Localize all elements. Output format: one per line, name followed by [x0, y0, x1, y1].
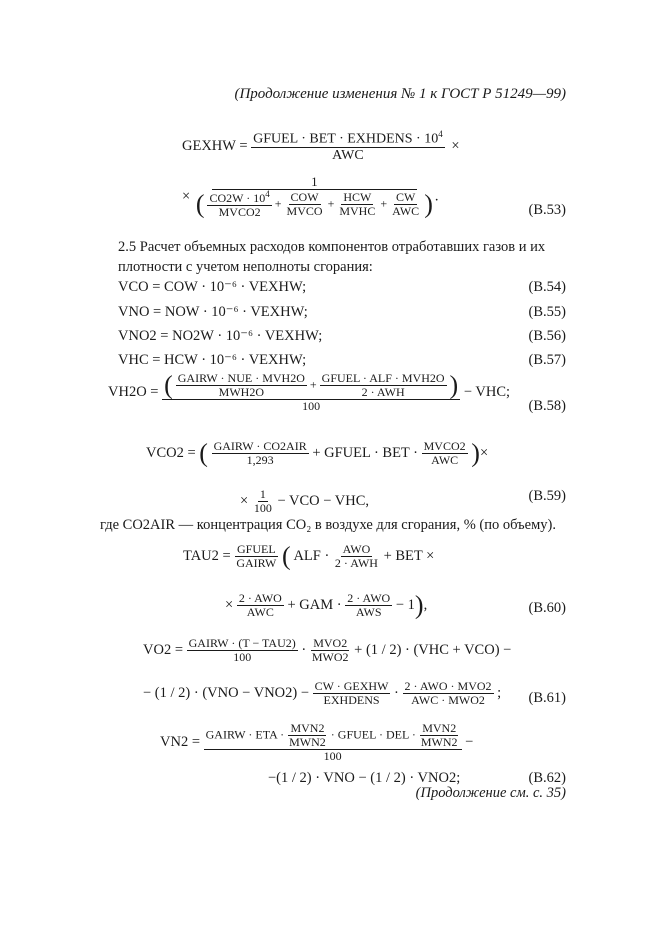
formula-b59-line2: × $\frac{1}{100}$ − VCO − VHC,	[240, 487, 369, 516]
where-note: где CO2AIR — концентрация CO₂ в воздухе для сгорания, % (по объему).	[100, 517, 556, 533]
formula-b58: VH2O = ( $\frac{\text{GAIRW · NUE · MVH2O}}{\text{MWH2O}}$ + $\frac{\text{GFUEL · ALF · MVH2O}}{\text{2 · AWH}}$ ) 100 − VHC;	[108, 370, 511, 414]
eq-b58: (B.58)	[528, 398, 566, 414]
formula-vco: VCO = COW · 10⁻⁶ · VEXHW;	[118, 279, 307, 295]
formula-b62-line2: −(1 / 2) · VNO − (1 / 2) · VNO2;	[268, 770, 461, 786]
formula-b61-line1: VO2 = $\frac{\text{GAIRW · (T − TAU2)}}{100}$ · $\frac{\text{MVO2}}{\text{MWO2}}$ + (1 / 2) · (VHC + VCO) −	[143, 636, 512, 665]
formula-b53-line1: GEXHW = $\frac{GFUEL \cdot BET \cdot EXHDENS \cdot 10^4}{\text{AWC}}$ ×	[182, 129, 460, 164]
formula-vno2: VNO2 = NO2W · 10⁻⁶ · VEXHW;	[118, 328, 323, 344]
formula-b59-line1: VCO2 = ( $\frac{\text{GAIRW · CO2AIR}}{1,293}$ + GFUEL · BET · $\frac{\text{MVCO2}}{\text{AWC}}$ )×	[146, 438, 489, 468]
page-footer: (Продолжение см. с. 35)	[415, 785, 566, 801]
formula-vhc: VHC = HCW · 10⁻⁶ · VEXHW;	[118, 352, 307, 368]
section-2-5: 2.5 Расчет объемных расходов компонентов отработавших газов и их плотности с учетом неполноты сгорания:	[118, 239, 546, 275]
eq-b54: (B.54)	[528, 279, 566, 295]
eq-b59: (B.59)	[528, 488, 566, 504]
eq-b61: (B.61)	[528, 690, 566, 706]
eq-b60: (B.60)	[528, 600, 566, 616]
eq-b53: (B.53)	[528, 202, 566, 218]
eq-b57: (B.57)	[528, 352, 566, 368]
page-header: (Продолжение изменения № 1 к ГОСТ Р 51249—99)	[234, 86, 566, 102]
eq-b62: (B.62)	[528, 770, 566, 786]
formula-b60-line2: × $\frac{\text{2 · AWO}}{\text{AWC}}$ + GAM · $\frac{\text{2 · AWO}}{\text{AWS}}$ − 1),	[225, 590, 428, 620]
formula-b60-line1: TAU2 = $\frac{\text{GFUEL}}{\text{GAIRW}}$ ( ALF · $\frac{\text{AWO}}{\text{2 · AWH}}$ + BET ×	[183, 541, 435, 571]
formula-vno: VNO = NOW · 10⁻⁶ · VEXHW;	[118, 304, 308, 320]
formula-b53-line2: × 1 ( $\frac{CO2W \cdot 10^4}{\text{MVCO2}}$ + $\frac{\text{COW}}{\text{MVCO}}$ + $\frac{\text{HCW}}{\text{MVHC}}$ + $\frac{CW}{\text{AWC}}$ ) .	[182, 174, 439, 220]
formula-b62-line1: VN2 = GAIRW · ETA · $\frac{\text{MVN2}}{\text{MWN2}}$ · GFUEL · DEL · $\frac{\text{MVN2}}{\text{MWN2}}$ 100 −	[160, 721, 474, 764]
eq-b55: (B.55)	[528, 304, 566, 320]
formula-b61-line2: − (1 / 2) · (VNO − VNO2) − $\frac{\text{CW · GEXHW}}{\text{EXHDENS}}$ · $\frac{\text{2 · AWO · MVO2}}{\text{AWC · MWO2}}$ ;	[143, 679, 502, 708]
eq-b56: (B.56)	[528, 328, 566, 344]
